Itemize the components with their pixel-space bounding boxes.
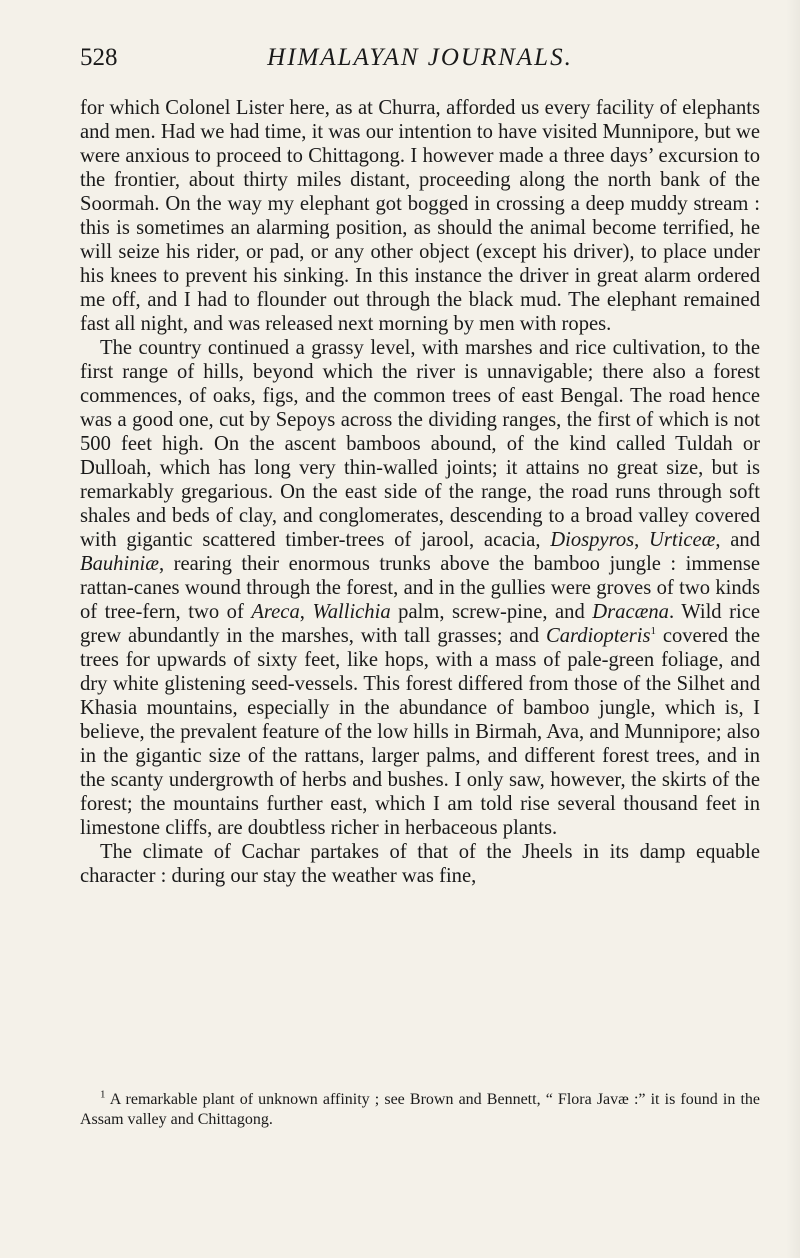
paragraph — [80, 840, 760, 888]
text-run: , rearing their enormous trunks above the bamboo jungle : immense rattan-canes wound through the forest, and in the gullies were groves of two kinds of tree-fern, two of — [80, 553, 760, 623]
page-header — [80, 44, 760, 84]
text-run: A remarkable plant of unknown affinity ; see Brown and Bennett, “ Flora Javæ :” it is found in the Assam valley and Chittagong. — [80, 1091, 760, 1128]
text-run: The country continued a grassy level, with marshes and rice cultivation, to the first range of hills, beyond which the river is unnavigable; there also a forest commences, of oaks, figs, and the common trees of east Bengal. The road hence was a good one, cut by Sepoys across the dividing ranges, the first of which is not 500 feet high. On the ascent bamboos abound, of the kind called Tuldah or Dulloah, which has long very thin-walled joints; it attains no great size, but is remarkably gregarious. On the east side of the range, the road runs through soft shales and beds of clay, and conglomerates, descending to a broad valley covered with gigantic scattered timber-trees of jarool, acacia, — [80, 337, 760, 551]
italic-term: Wallichia — [312, 601, 391, 623]
page-edge-shadow — [786, 0, 800, 1258]
text-run: for which Colonel Lister here, as at Churra, afforded us every facility of elephants and men. Had we had time, it was our intention to have visited Munnipore, but we were anxious to proceed to Chittagong. I however made a three days’ excursion to the frontier, about thirty miles distant, proceeding along the north bank of the Soormah. On the way my elephant got bogged in crossing a deep muddy stream : this is sometimes an alarming position, as should the animal become terrified, he will seize his rider, or pad, or any other object (except his driver), to place under his knees to prevent his sinking. In this instance the driver in great alarm ordered me off, and I had to flounder out through the black mud. The elephant remained fast all night, and was released next morning by men with ropes. — [80, 97, 760, 335]
footnote — [80, 1090, 760, 1130]
italic-term: Areca — [251, 601, 300, 623]
italic-term: Urticeæ — [649, 529, 716, 551]
text-run: , — [634, 529, 650, 551]
footnote-marker: 1 — [650, 625, 656, 638]
text-run: , — [299, 601, 313, 623]
text-run: The climate of Cachar partakes of that of the Jheels in its damp equable character : during our stay the weather was fine, — [80, 841, 760, 887]
running-title: HIMALAYAN JOURNALS. — [267, 44, 573, 71]
paragraph — [80, 96, 760, 336]
footnotes — [80, 1090, 760, 1130]
footnote-marker: 1 — [100, 1088, 106, 1101]
paragraph — [80, 336, 760, 840]
page-number: 528 — [80, 44, 118, 71]
text-run: . Wild rice grew abundantly in the marshes, with tall grasses; and — [80, 601, 760, 647]
body-text — [80, 96, 760, 888]
text-run: covered the trees for upwards of sixty feet, like hops, with a mass of pale-green foliage, and dry white glistening seed-vessels. This forest differed from those of the Silhet and Khasia mountains, especially in the abundance of bamboo jungle, which is, I believe, the prevalent feature of the low hills in Birmah, Ava, and Munnipore; also in the gigantic size of the rattans, larger palms, and different forest trees, and in the scanty undergrowth of herbs and bushes. I only saw, however, the skirts of the forest; the mountains further east, which I am told rise several thousand feet in limestone cliffs, are doubtless richer in herbaceous plants. — [80, 625, 760, 839]
italic-term: Diospyros — [550, 529, 635, 551]
text-run: palm, screw-pine, and — [390, 601, 593, 623]
italic-term: Cardiopteris — [545, 625, 651, 647]
italic-term: Dracæna — [592, 601, 669, 623]
italic-term: Bauhiniæ — [80, 553, 159, 575]
text-run: , and — [715, 529, 761, 551]
